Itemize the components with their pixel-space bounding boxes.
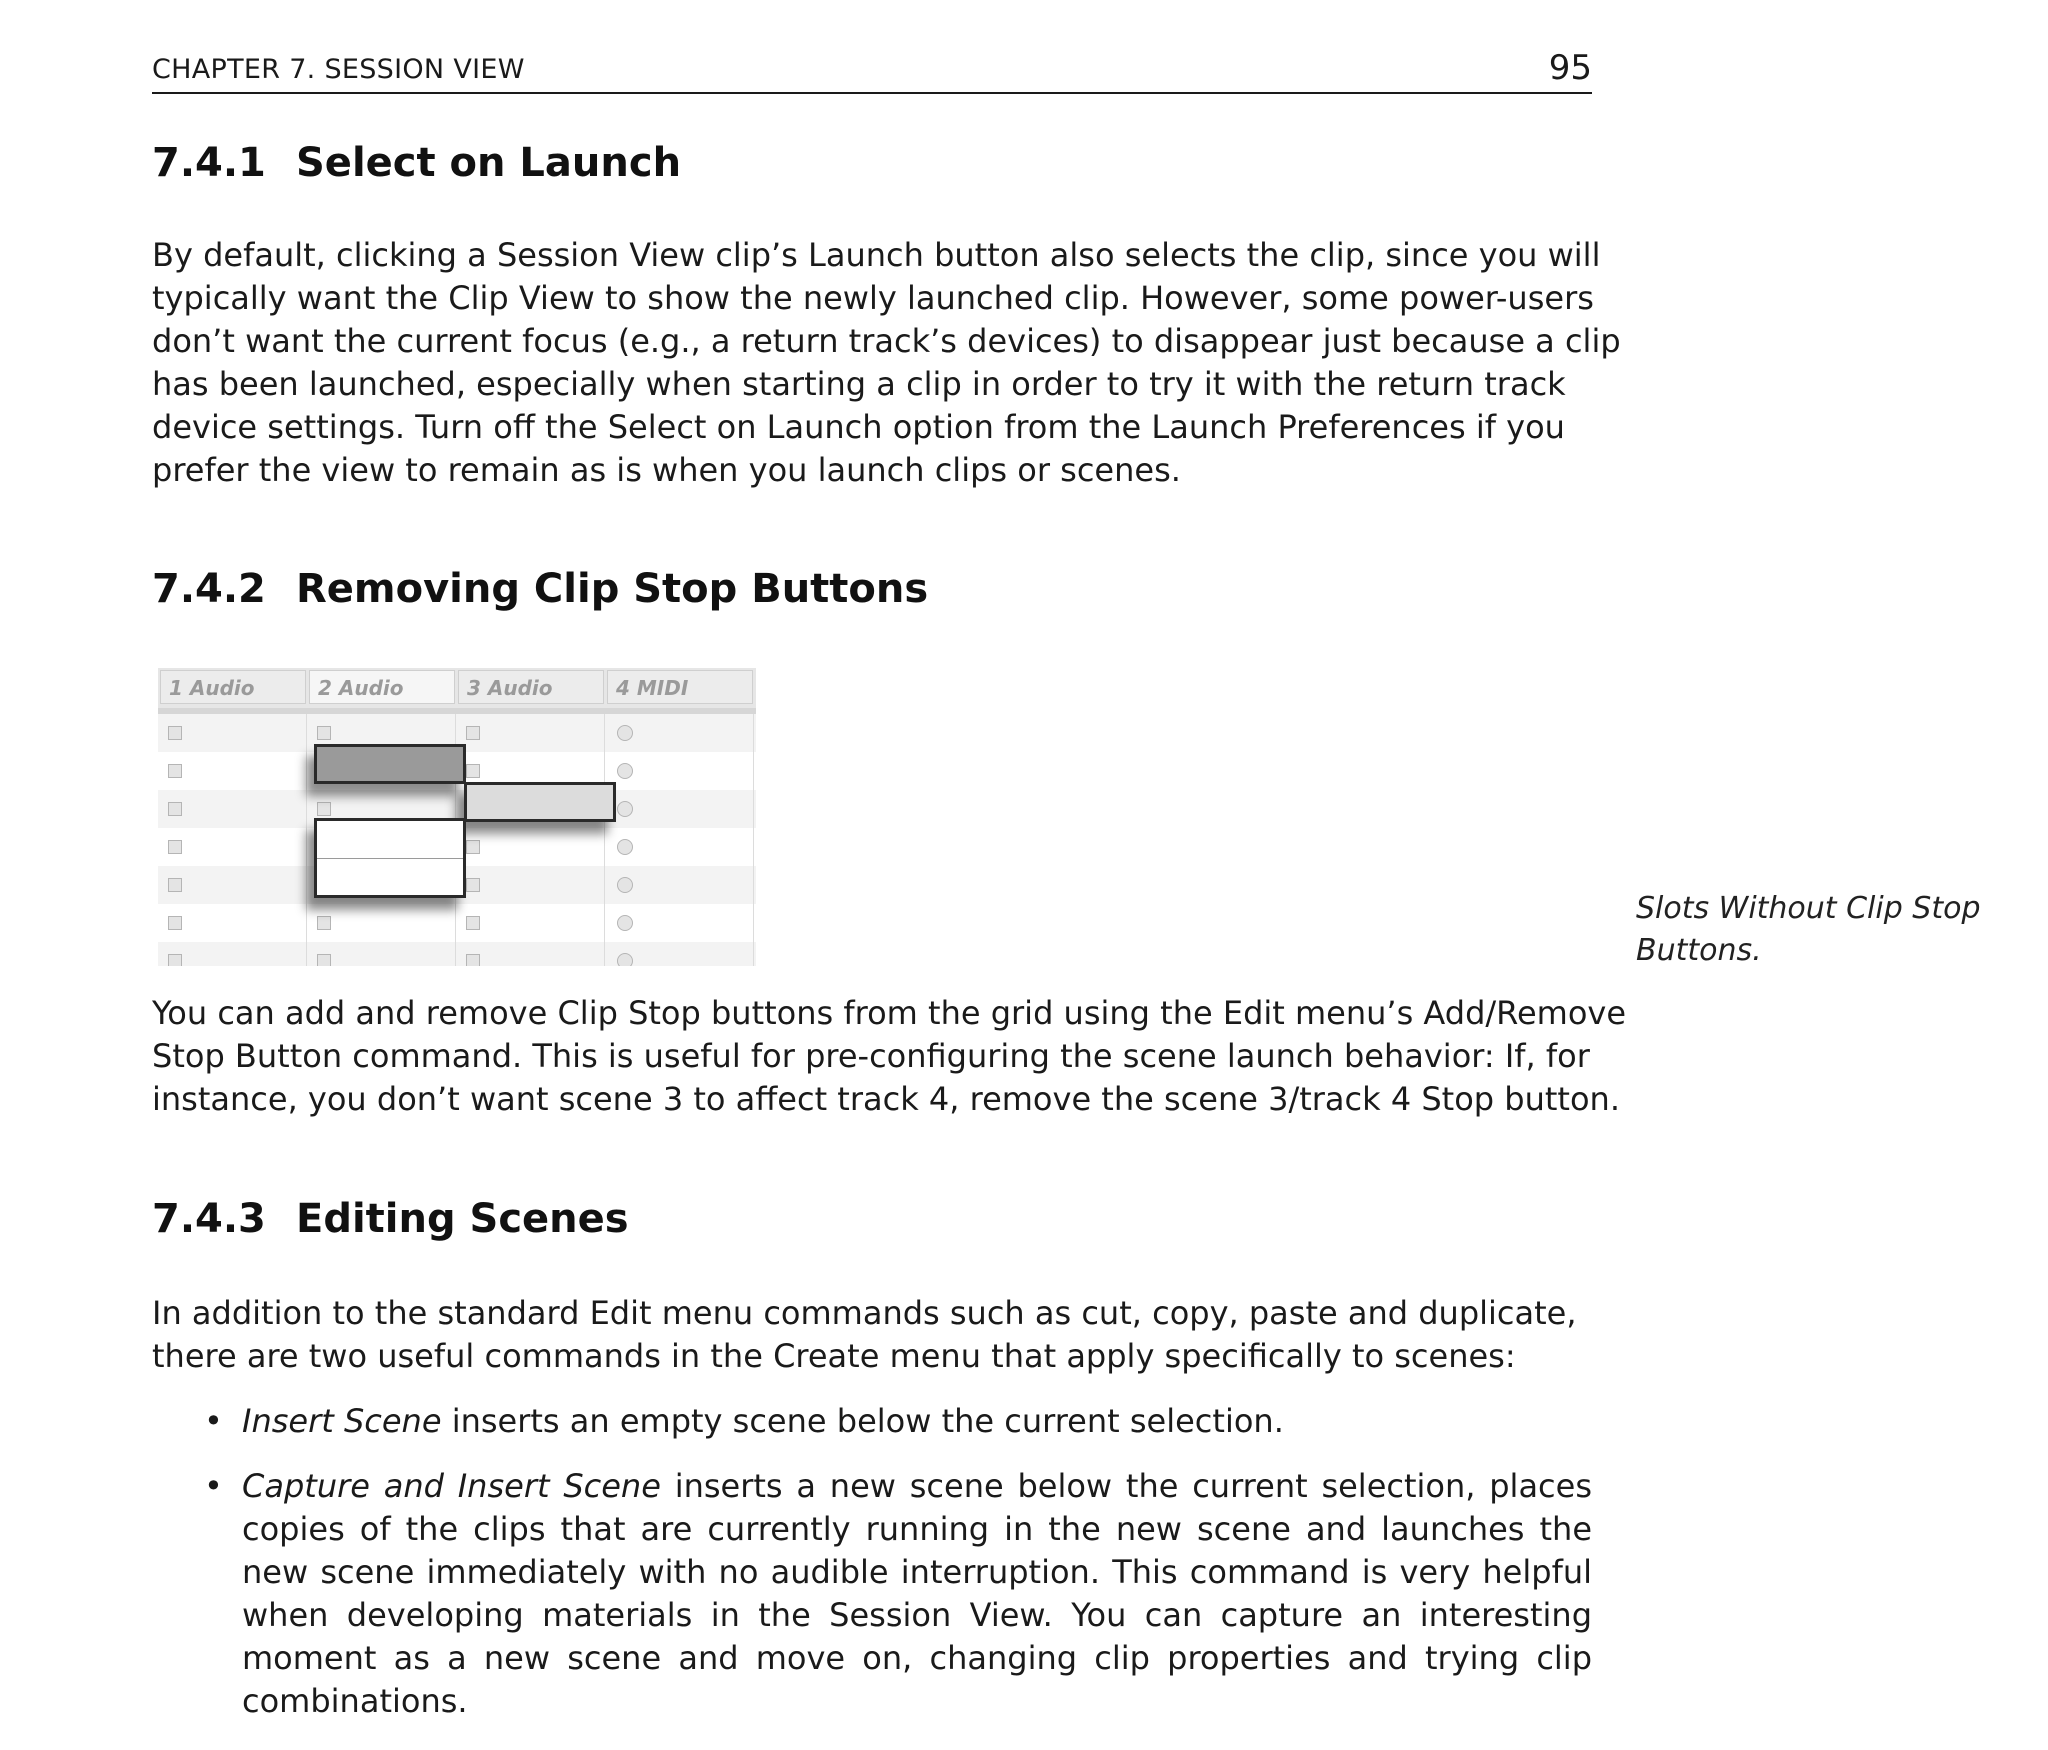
record-button-icon	[617, 839, 633, 855]
clip-slot	[158, 866, 307, 904]
clip-slot	[307, 942, 456, 966]
stop-button-icon	[168, 764, 182, 778]
record-button-icon	[617, 763, 633, 779]
scene-commands-list	[152, 1400, 1592, 1723]
record-button-icon	[617, 877, 633, 893]
clip-slot	[158, 790, 307, 828]
stop-button-icon	[168, 954, 182, 966]
track-header-row	[158, 668, 756, 714]
clip-slot-playing	[314, 744, 466, 784]
text-line: instance, you don’t want scene 3 to affect track 4, remove the scene 3/track 4 Stop button.	[152, 1080, 1620, 1118]
stop-button-icon	[168, 840, 182, 854]
text-line: You can add and remove Clip Stop buttons from the grid using the Edit menu’s Add/Remove	[152, 994, 1627, 1032]
stop-button-icon	[317, 954, 331, 966]
record-button-icon	[617, 953, 633, 966]
figure-caption: Slots Without Clip Stop Buttons.	[1636, 891, 1981, 968]
section-title: Select on Launch	[296, 140, 682, 186]
paragraph-select-on-launch	[152, 234, 1621, 492]
stop-button-icon	[466, 878, 480, 892]
session-grid-figure	[158, 668, 756, 966]
track-header-3: 3 Audio	[458, 670, 604, 704]
section-number: 7.4.1	[152, 140, 266, 186]
clip-slot	[158, 714, 307, 752]
stop-button-icon	[466, 840, 480, 854]
grid-row	[158, 904, 756, 943]
clip-slot	[605, 942, 754, 966]
track-header-1: 1 Audio	[160, 670, 306, 704]
text-line: device settings. Turn off the Select on Launch option from the Launch Preferences if you	[152, 408, 1565, 446]
clip-slot	[456, 904, 605, 942]
text-line: there are two useful commands in the Create menu that apply specifically to scenes:	[152, 1337, 1516, 1375]
text-line: Stop Button command. This is useful for pre-configuring the scene launch behavior: If, for	[152, 1037, 1590, 1075]
command-name: Insert Scene	[242, 1402, 442, 1440]
command-name: Capture and Insert Scene	[242, 1467, 661, 1505]
clip-divider	[317, 858, 463, 859]
stop-button-icon	[168, 802, 182, 816]
record-button-icon	[617, 801, 633, 817]
page-number: 95	[1548, 48, 1592, 88]
text-line: By default, clicking a Session View clip’s Launch button also selects the clip, since you will	[152, 236, 1601, 274]
chapter-label: CHAPTER 7. SESSION VIEW	[152, 54, 525, 85]
section-title: Removing Clip Stop Buttons	[296, 566, 929, 612]
bullet-icon: •	[204, 1402, 223, 1440]
stop-button-icon	[168, 726, 182, 740]
clip-slot	[605, 790, 754, 828]
clip-slot	[605, 904, 754, 942]
stop-button-icon	[466, 916, 480, 930]
track-header-2: 2 Audio	[309, 670, 455, 704]
record-button-icon	[617, 725, 633, 741]
clip-slot	[605, 828, 754, 866]
section-heading-select-on-launch	[152, 140, 681, 186]
clip-slot	[456, 828, 605, 866]
stop-button-icon	[168, 916, 182, 930]
list-item	[152, 1400, 1592, 1443]
list-item	[152, 1465, 1592, 1723]
command-description: inserts an empty scene below the current selection.	[441, 1402, 1284, 1440]
stop-button-icon	[168, 878, 182, 892]
clip-slot	[605, 714, 754, 752]
paragraph-editing-scenes	[152, 1292, 1592, 1378]
text-line: typically want the Clip View to show the newly launched clip. However, some power-users	[152, 279, 1594, 317]
clip-slot	[456, 714, 605, 752]
section-number: 7.4.2	[152, 566, 266, 612]
clip-slot	[456, 942, 605, 966]
section-heading-removing-clip-stop-buttons	[152, 566, 928, 612]
section-number: 7.4.3	[152, 1196, 266, 1242]
text-line: prefer the view to remain as is when you launch clips or scenes.	[152, 451, 1181, 489]
stop-button-icon	[466, 726, 480, 740]
section-heading-editing-scenes	[152, 1196, 629, 1242]
clip-slot	[158, 752, 307, 790]
grid-row	[158, 942, 756, 966]
stop-button-icon	[317, 916, 331, 930]
clip-slot-empty-pair	[314, 818, 466, 898]
stop-button-icon	[317, 802, 331, 816]
clip-slot	[605, 866, 754, 904]
clip-slot-stopped	[464, 782, 616, 822]
stop-button-icon	[317, 726, 331, 740]
clip-slot	[158, 942, 307, 966]
text-line: don’t want the current focus (e.g., a return track’s devices) to disappear just because a clip	[152, 322, 1621, 360]
section-title: Editing Scenes	[296, 1196, 629, 1242]
track-header-4: 4 MIDI	[607, 670, 753, 704]
record-button-icon	[617, 915, 633, 931]
bullet-icon: •	[204, 1467, 223, 1505]
text-line: has been launched, especially when starting a clip in order to try it with the return track	[152, 365, 1566, 403]
clip-slot	[158, 904, 307, 942]
paragraph-clip-stop-buttons	[152, 992, 1627, 1121]
clip-slot	[158, 828, 307, 866]
clip-slot	[307, 904, 456, 942]
clip-slot	[456, 866, 605, 904]
stop-button-icon	[466, 954, 480, 966]
clip-slot	[605, 752, 754, 790]
stop-button-icon	[466, 764, 480, 778]
command-description: inserts a new scene below the current selection, places copies of the clips that are currently running in the new scene and launches the new scene immediately with no audible interruption. This command is very helpful when developing materials in the Session View. You can capture an interesting moment as a new scene and move on, changing clip properties and trying clip combinations.	[242, 1467, 1593, 1720]
text-line: In addition to the standard Edit menu commands such as cut, copy, paste and duplicate,	[152, 1294, 1577, 1332]
running-head	[152, 50, 1592, 94]
